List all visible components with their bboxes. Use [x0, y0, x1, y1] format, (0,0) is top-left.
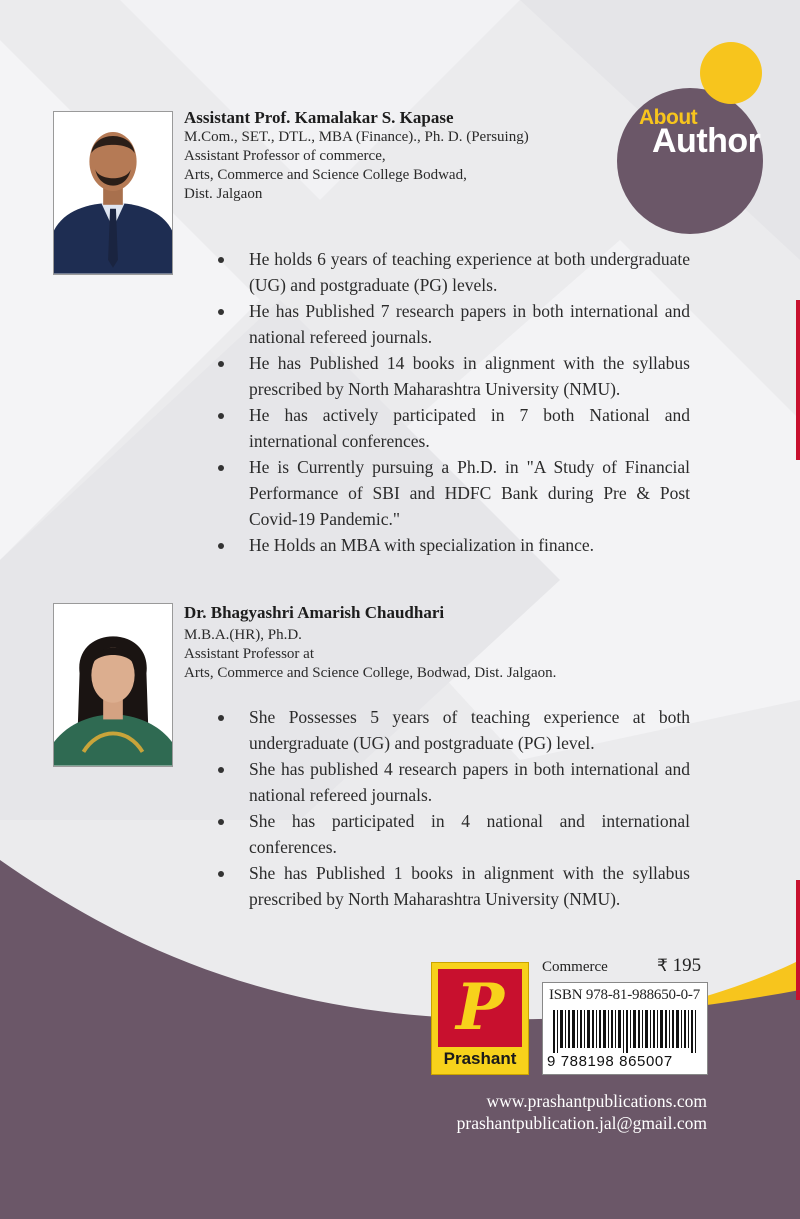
barcode-icon — [553, 1010, 699, 1053]
author-portrait-icon — [54, 604, 172, 766]
badge-about-text: About — [639, 106, 698, 129]
list-item: She has published 4 research papers in both international and national refereed journals. — [212, 756, 690, 808]
list-item: He has Published 14 books in alignment with the syllabus prescribed by North Maharashtra University (NMU). — [212, 350, 690, 402]
list-item: She has Published 1 books in alignment with the syllabus prescribed by North Maharashtra University (NMU). — [212, 860, 690, 912]
author-district: Dist. Jalgaon — [184, 186, 263, 202]
badge-author-text: Author — [652, 122, 761, 160]
isbn-barcode-box — [542, 982, 708, 1075]
author-credentials: M.B.A.(HR), Ph.D. — [184, 627, 302, 643]
author-portrait-icon — [54, 112, 172, 274]
logo-emblem — [438, 969, 522, 1047]
bullet-icon — [218, 465, 224, 471]
bullet-icon — [218, 361, 224, 367]
bullet-icon — [218, 413, 224, 419]
author-name: Dr. Bhagyashri Amarish Chaudhari — [184, 603, 445, 622]
bullet-icon — [218, 543, 224, 549]
bullet-icon — [218, 715, 224, 721]
author-points-list — [212, 246, 690, 558]
bullet-icon — [218, 819, 224, 825]
list-item: He has actively participated in 7 both National and international conferences. — [212, 402, 690, 454]
author-name: Assistant Prof. Kamalakar S. Kapase — [184, 108, 454, 127]
author-photo-chaudhari — [53, 603, 173, 767]
author-credentials: M.Com., SET., DTL., MBA (Finance)., Ph. D. (Persuing) — [184, 129, 529, 145]
author-photo-kapase — [53, 111, 173, 275]
bullet-icon — [218, 871, 224, 877]
book-category: Commerce — [542, 959, 608, 975]
publisher-email[interactable]: prashantpublication.jal@gmail.com — [456, 1113, 707, 1133]
bullet-icon — [218, 257, 224, 263]
author-points-list — [212, 704, 690, 912]
list-item: He has Published 7 research papers in both international and national refereed journals. — [212, 298, 690, 350]
list-item: He is Currently pursuing a Ph.D. in "A Study of Financial Performance of SBI and HDFC Bank during Pre & Post Covid-19 Pandemic." — [212, 454, 690, 532]
author-college: Arts, Commerce and Science College Bodwad, — [184, 167, 467, 183]
list-item: She Possesses 5 years of teaching experience at both undergraduate (UG) and postgraduate (PG) level. — [212, 704, 690, 756]
isbn-label: ISBN 978-81-988650-0-7 — [549, 987, 701, 1003]
bullet-icon — [218, 309, 224, 315]
price-value: 195 — [672, 955, 702, 976]
publisher-website[interactable]: www.prashantpublications.com — [486, 1091, 707, 1111]
publisher-name: Prashant — [443, 1049, 517, 1068]
list-item: He holds 6 years of teaching experience at both undergraduate (UG) and postgraduate (PG) levels. — [212, 246, 690, 298]
list-item: She has participated in 4 national and international conferences. — [212, 808, 690, 860]
author-position: Assistant Professor at — [184, 646, 314, 662]
bullet-icon — [218, 767, 224, 773]
book-price — [657, 955, 701, 977]
barcode-number: 9 788198 865007 — [547, 1053, 673, 1070]
author-college: Arts, Commerce and Science College, Bodwad, Dist. Jalgaon. — [184, 665, 557, 681]
badge-yellow-dot — [700, 42, 762, 104]
publisher-logo — [431, 962, 529, 1075]
author-position: Assistant Professor of commerce, — [184, 148, 386, 164]
list-item: He Holds an MBA with specialization in finance. — [212, 532, 690, 558]
rupee-icon: ₹ — [657, 956, 668, 976]
logo-p-icon: P — [455, 970, 505, 1045]
